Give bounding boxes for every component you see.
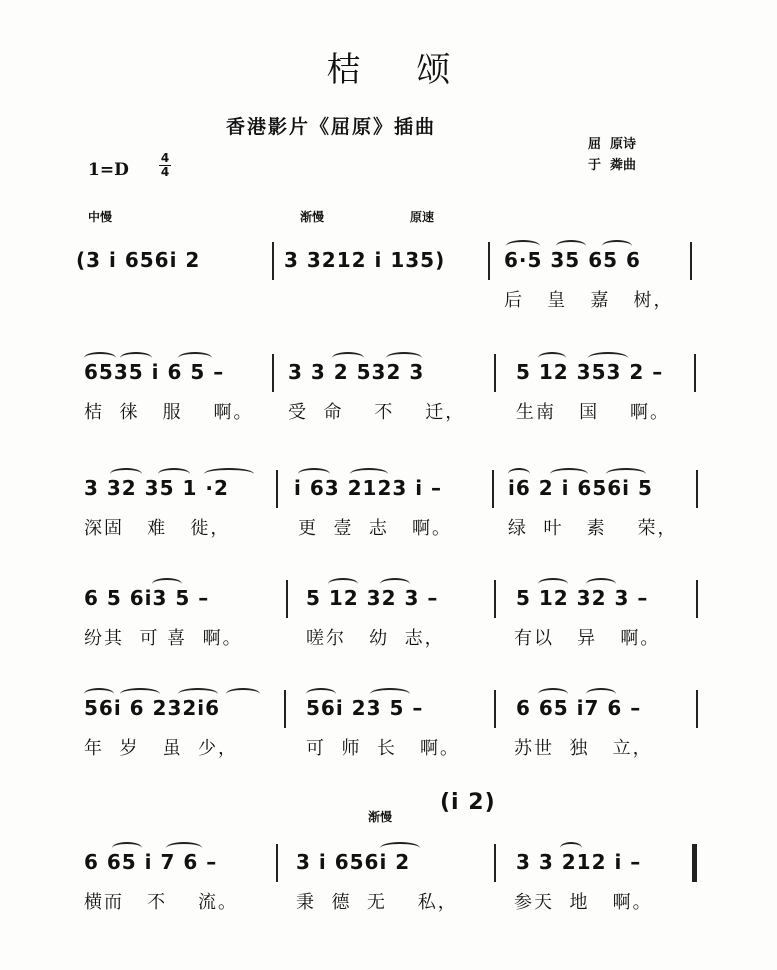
measure-notes: 6 65 i7 6 – bbox=[516, 696, 642, 720]
score-line-3 bbox=[70, 462, 710, 542]
barline bbox=[494, 580, 496, 618]
measure-notes: 5 12 353 2 – bbox=[516, 360, 664, 384]
measure-lyrics: 深固 难 徙， bbox=[84, 518, 231, 539]
measure-notes: 56i 6 232i6 bbox=[84, 696, 221, 720]
song-subtitle: 香港影片《屈原》插曲 bbox=[226, 116, 437, 138]
time-signature bbox=[158, 152, 172, 179]
measure-lyrics: 可 师 长 啊。 bbox=[306, 738, 461, 759]
credits bbox=[588, 134, 636, 176]
ossia-notes: (i 2) bbox=[440, 790, 496, 815]
score-line-4 bbox=[70, 572, 710, 652]
measure-lyrics: 生南 国 啊。 bbox=[516, 402, 671, 423]
barline bbox=[696, 470, 698, 508]
measure-notes: 6 5 6i3 5 – bbox=[84, 586, 210, 610]
measure-notes: 6·5 35 65 6 bbox=[504, 248, 641, 272]
measure-notes: 3 3 212 i – bbox=[516, 850, 642, 874]
barline bbox=[494, 690, 496, 728]
final-barline bbox=[692, 844, 697, 882]
tempo-marking: 中慢 bbox=[88, 210, 113, 224]
measure-lyrics: 参天 地 啊。 bbox=[514, 892, 653, 913]
score-line-1 bbox=[70, 234, 710, 314]
barline bbox=[286, 580, 288, 618]
score-line-2 bbox=[70, 346, 710, 426]
song-title: 桔颂 bbox=[326, 50, 507, 90]
barline bbox=[494, 844, 496, 882]
barline bbox=[690, 242, 692, 280]
measure-notes: 6 65 i 7 6 – bbox=[84, 850, 218, 874]
barline bbox=[694, 354, 696, 392]
measure-lyrics: 苏世 独 立， bbox=[514, 738, 653, 759]
barline bbox=[272, 354, 274, 392]
measure-lyrics: 纷其 可 喜 啊。 bbox=[84, 628, 243, 649]
lyricist-credit: 屈 原诗 bbox=[588, 137, 637, 152]
time-signature-bottom: 4 bbox=[160, 165, 170, 179]
composer-credit: 于 粦曲 bbox=[588, 158, 637, 173]
measure-lyrics: 更 壹 志 啊。 bbox=[298, 518, 453, 539]
measure-notes: 3 32 35 1 ·2 bbox=[84, 476, 229, 500]
measure-notes: 6535 i 6 5 – bbox=[84, 360, 225, 384]
measure-lyrics: 桔 徕 服 啊。 bbox=[84, 402, 254, 423]
score-line-5 bbox=[70, 682, 710, 762]
measure-notes: (3 i 656i 2 bbox=[76, 248, 201, 272]
measure-lyrics: 横而 不 流。 bbox=[84, 892, 239, 913]
tempo-marking: 渐慢 bbox=[368, 810, 393, 824]
measure-notes: 5 12 32 3 – bbox=[306, 586, 439, 610]
measure-lyrics: 年 岁 虽 少， bbox=[84, 738, 239, 759]
barline bbox=[272, 242, 274, 280]
measure-lyrics: 受 命 不 迁， bbox=[288, 402, 466, 423]
tempo-marking: 原速 bbox=[410, 210, 435, 224]
score-line-6 bbox=[70, 836, 710, 916]
measure-notes: 5 12 32 3 – bbox=[516, 586, 649, 610]
tempo-marking: 渐慢 bbox=[300, 210, 325, 224]
key-signature: 1=D bbox=[88, 160, 129, 180]
measure-lyrics: 秉 德 无 私， bbox=[296, 892, 458, 913]
time-signature-top: 4 bbox=[160, 151, 170, 165]
measure-lyrics: 后 皇 嘉 树， bbox=[504, 290, 674, 311]
measure-notes: 3 3212 i 135) bbox=[284, 248, 446, 272]
measure-notes: 3 i 656i 2 bbox=[296, 850, 411, 874]
measure-lyrics: 有以 异 啊。 bbox=[514, 628, 661, 649]
measure-notes: i6 2 i 656i 5 bbox=[508, 476, 653, 500]
measure-lyrics: 绿 叶 素 荣， bbox=[508, 518, 678, 539]
barline bbox=[488, 242, 490, 280]
measure-notes: i 63 2123 i – bbox=[294, 476, 443, 500]
slur bbox=[602, 240, 632, 252]
slur bbox=[506, 240, 540, 252]
measure-notes: 3 3 2 532 3 bbox=[288, 360, 425, 384]
barline bbox=[276, 844, 278, 882]
measure-lyrics: 嗟尔 幼 志， bbox=[306, 628, 445, 649]
barline bbox=[696, 580, 698, 618]
slur bbox=[226, 688, 260, 700]
barline bbox=[494, 354, 496, 392]
barline bbox=[696, 690, 698, 728]
barline bbox=[284, 690, 286, 728]
measure-notes: 56i 23 5 – bbox=[306, 696, 424, 720]
slur bbox=[556, 240, 586, 252]
barline bbox=[492, 470, 494, 508]
barline bbox=[276, 470, 278, 508]
